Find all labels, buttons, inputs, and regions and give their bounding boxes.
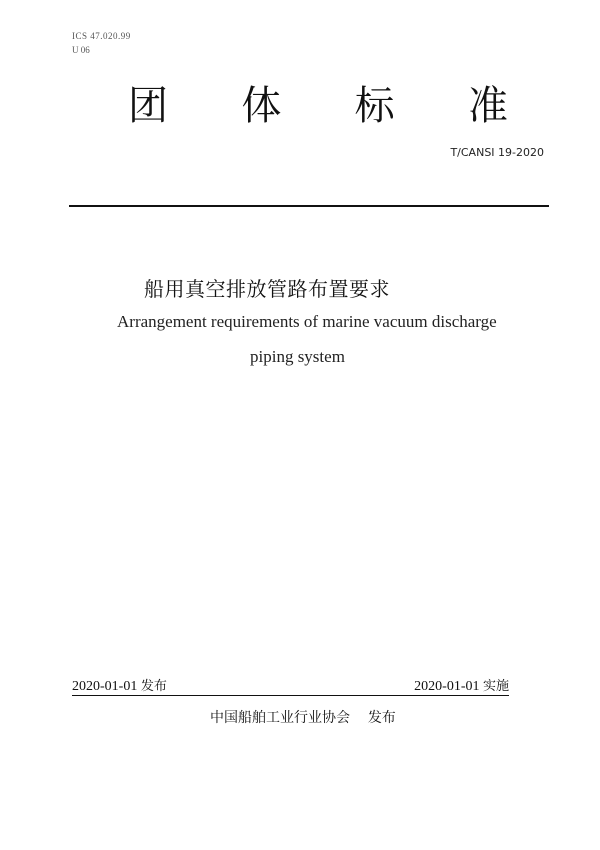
header-divider: [69, 205, 549, 207]
standard-type-char-3: 标: [354, 83, 395, 129]
ccs-code: U 06: [72, 45, 90, 55]
standard-number: T/CANSI 19-2020: [450, 146, 544, 159]
publisher-line: [210, 709, 396, 727]
standard-type-char-2: 体: [241, 83, 282, 129]
publisher-name: 中国船舶工业行业协会: [210, 710, 350, 726]
title-chinese: 船用真空排放管路布置要求: [144, 277, 390, 301]
ics-code: ICS 47.020.99: [72, 31, 131, 41]
issue-date-label: 发布: [140, 679, 167, 694]
implement-date: [414, 678, 509, 695]
issue-date-value: 2020-01-01: [72, 679, 138, 694]
implement-date-value: 2020-01-01: [414, 679, 480, 694]
standard-type-char-1: 团: [128, 83, 168, 129]
title-english-line-2: piping system: [250, 347, 345, 366]
publisher-action: 发布: [367, 710, 396, 726]
title-english-line-1: Arrangement requirements of marine vacuum discharge: [117, 312, 497, 331]
standard-type-heading: [128, 82, 508, 130]
implement-date-label: 实施: [482, 679, 509, 694]
date-row: [72, 677, 509, 696]
issue-date: [72, 678, 167, 695]
standard-type-char-4: 准: [467, 83, 508, 129]
